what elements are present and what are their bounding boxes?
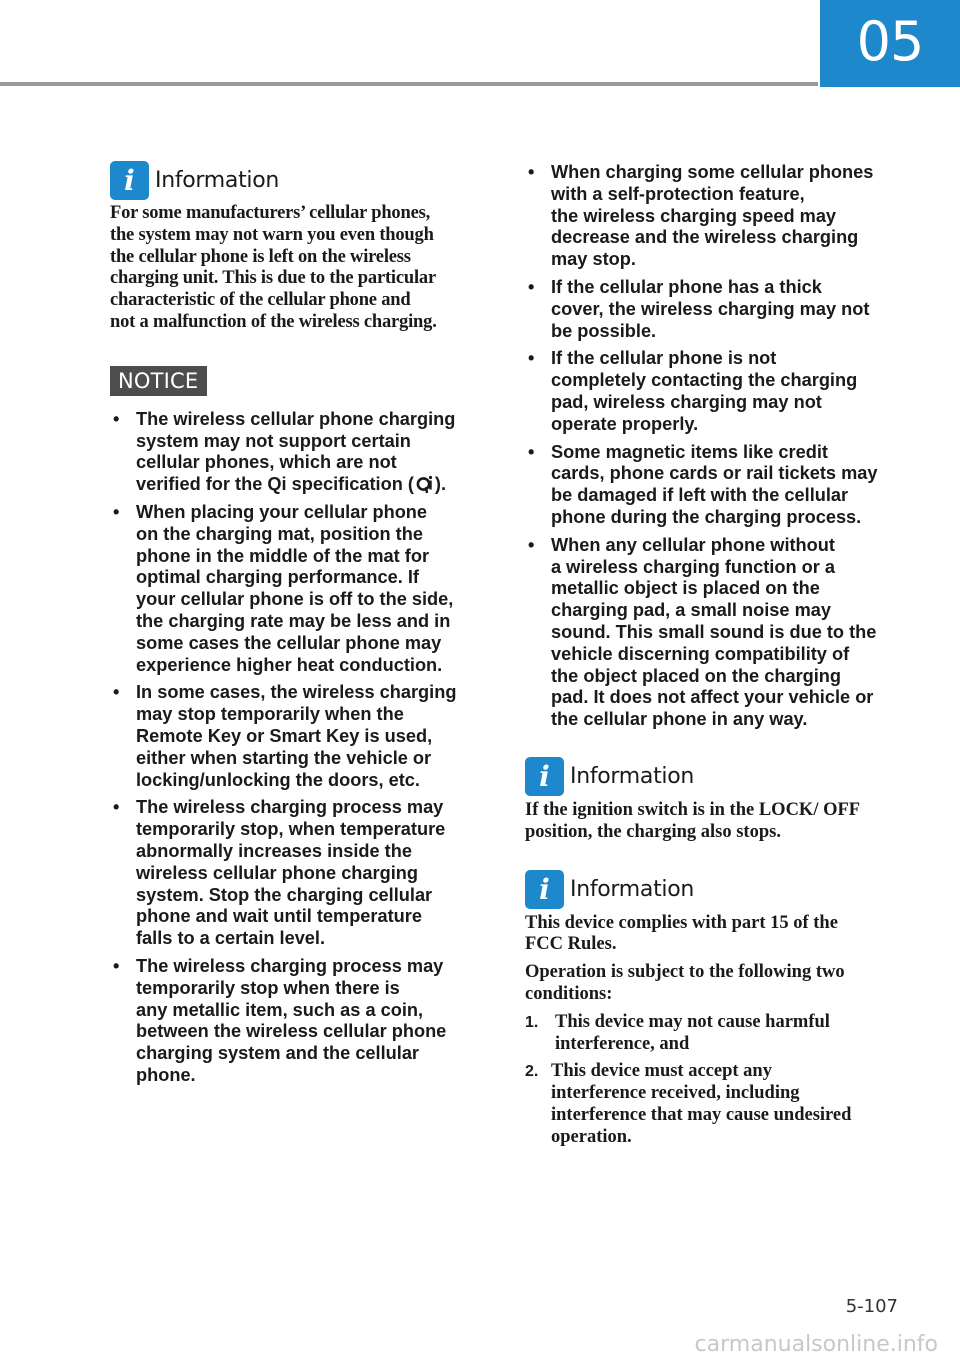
bullet-icon: • <box>113 501 120 522</box>
chapter-tab <box>820 0 960 87</box>
qi-logo-icon <box>416 474 433 494</box>
text-line: For some manufacturers’ cellular phones, <box>110 203 431 223</box>
text-line: FCC Rules. <box>525 934 617 955</box>
text-line: not a malfunction of the wireless charging. <box>110 311 437 332</box>
information-heading <box>525 870 905 910</box>
caution-list <box>525 162 905 731</box>
information-body <box>110 203 490 334</box>
page-number: 5-107 <box>845 1296 898 1317</box>
chapter-number: 05 <box>856 10 924 73</box>
bullet-icon: • <box>528 162 535 182</box>
info-icon: i <box>110 161 149 200</box>
list-item: • If the cellular phone has a thick cover, the wireless charging may not be possible. <box>528 276 870 341</box>
text-line: This device complies with part 15 of the <box>525 912 838 933</box>
bullet-icon: • <box>528 276 535 297</box>
information-title: Information <box>570 877 695 903</box>
information-title: Information <box>155 167 280 193</box>
list-item: • The wireless cellular phone charging system may not support certain cellular phones, which are not verified for the Qi specification ( ). <box>113 408 456 495</box>
bullet-icon: • <box>113 797 120 818</box>
text-line: Operation is subject to the following two <box>525 962 845 983</box>
text-line: characteristic of the cellular phone and <box>110 290 411 311</box>
bullet-icon: • <box>113 682 120 703</box>
list-item: • When charging some cellular phones with a self-protection feature, the wireless charging speed may decrease and the wireless charging may stop. <box>528 162 874 270</box>
bullet-icon: • <box>113 955 120 976</box>
text-line: charging unit. This is due to the particular <box>110 268 436 289</box>
text-line: the system may not warn you even though <box>110 224 434 245</box>
information-body <box>525 913 905 1149</box>
list-item: • When any cellular phone without a wireless charging function or a metallic object is placed on the charging pad, a small noise may sound. This small sound is due to the vehicle discerning compatibility of the object placed on the charging pad. It does not affect your vehicle or the cellular phone in any way. <box>528 534 877 730</box>
info-icon: i <box>525 870 564 909</box>
left-column <box>110 160 490 1093</box>
text-line: If the ignition switch is in the LOCK/ OFF <box>525 799 861 820</box>
header-rule <box>0 82 818 86</box>
text-line: conditions: <box>525 983 613 1004</box>
bullet-icon: • <box>528 441 535 462</box>
right-column <box>525 162 905 1154</box>
list-item: • The wireless charging process may temporarily stop, when temperature abnormally increases inside the wireless cellular phone charging system. Stop the charging cellular phone and wait until temperature falls to a certain level. <box>113 797 446 949</box>
notice-badge: NOTICE <box>110 366 207 396</box>
bullet-icon: • <box>528 534 535 555</box>
information-heading <box>525 757 905 797</box>
bullet-icon: • <box>113 408 120 429</box>
watermark: carmanualsonline.info <box>694 1332 938 1357</box>
list-item: 1. This device may not cause harmful interference, and <box>525 1011 830 1054</box>
information-body <box>525 800 905 844</box>
notice-list <box>110 409 490 1087</box>
conditions-list <box>525 1012 905 1149</box>
notice-block <box>110 366 490 1087</box>
information-heading <box>110 160 490 200</box>
bullet-icon: • <box>528 348 535 369</box>
information-title: Information <box>570 764 695 790</box>
list-item: • The wireless charging process may temporarily stop when there is any metallic item, such as a coin, between the wireless cellular phone charging system and the cellular phone. <box>113 955 447 1085</box>
list-item: 2. This device must accept any interference received, including interference that may cause undesired operation. <box>525 1061 852 1147</box>
text-line: position, the charging also stops. <box>525 821 781 842</box>
information-block-3 <box>525 870 905 1149</box>
list-item: • Some magnetic items like credit cards, phone cards or rail tickets may be damaged if left with the cellular phone during the charging process. <box>528 441 878 527</box>
info-icon: i <box>525 757 564 796</box>
text-line: the cellular phone is left on the wireless <box>110 246 411 267</box>
list-item: • If the cellular phone is not completely contacting the charging pad, wireless charging may not operate properly. <box>528 348 858 434</box>
information-block-2 <box>525 757 905 844</box>
list-item: • In some cases, the wireless charging may stop temporarily when the Remote Key or Smart Key is used, either when starting the vehicle or locking/unlocking the doors, etc. <box>113 682 457 790</box>
list-item: • When placing your cellular phone on the charging mat, position the phone in the middle of the mat for optimal charging performance. If your cellular phone is off to the side, the charging rate may be less and in some cases the cellular phone may experience higher heat conduction. <box>113 501 454 675</box>
